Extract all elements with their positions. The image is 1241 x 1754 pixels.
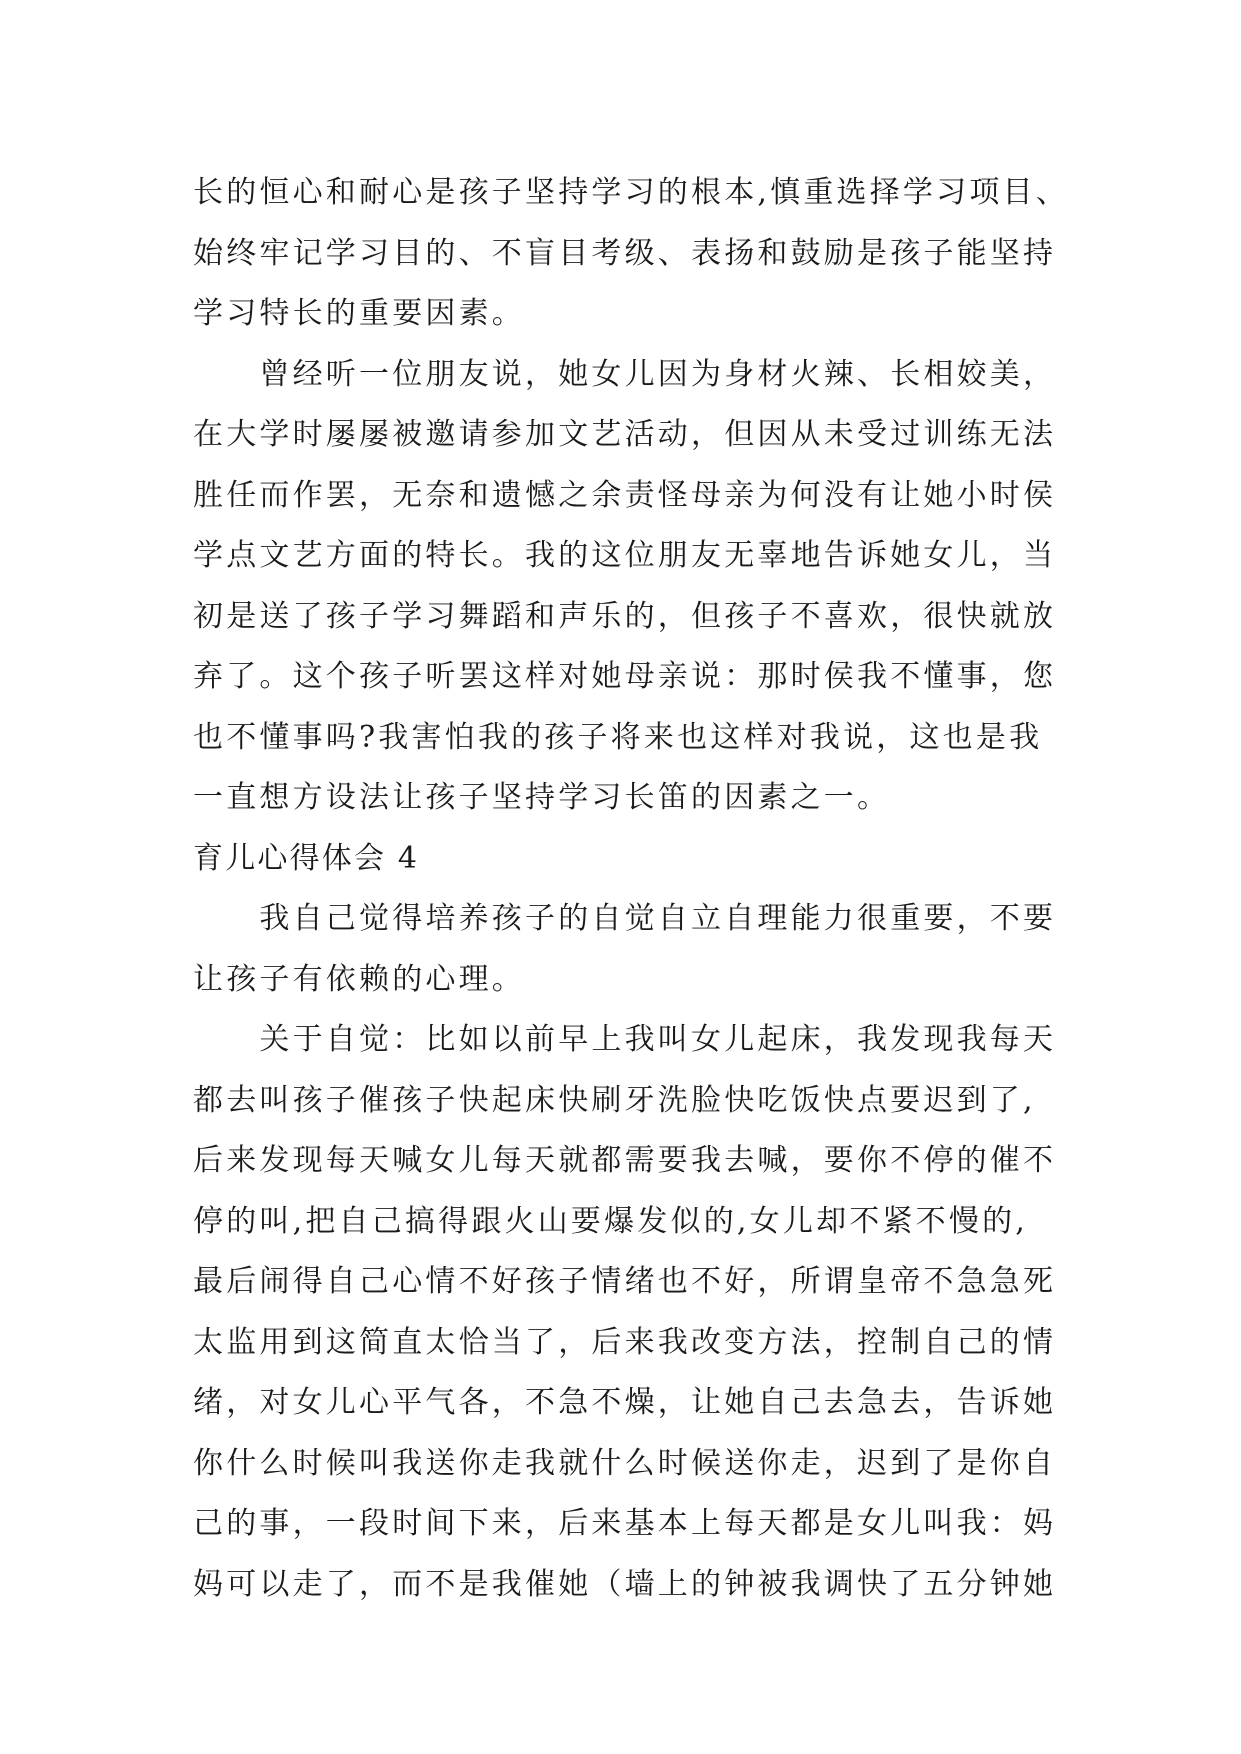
text-line: 最后闹得自己心情不好孩子情绪也不好，所谓皇帝不急急死 [193, 1264, 1057, 1299]
document-body [193, 163, 1093, 1615]
text-line: 胜任而作罢，无奈和遗憾之余责怪母亲为何没有让她小时侯 [193, 477, 1057, 513]
text-line: 也不懂事吗?我害怕我的孩子将来也这样对我说，这也是我 [193, 719, 1043, 755]
text-line: 绪，对女儿心平气各，不急不燥，让她自己去急去，告诉她 [193, 1385, 1057, 1420]
text-line: 曾经听一位朋友说，她女儿因为身材火辣、长相姣美， [193, 356, 1057, 392]
text-line: 妈可以走了，而不是我催她（墙上的钟被我调快了五分钟她 [193, 1566, 1057, 1602]
text-line: 太监用到这简直太恰当了，后来我改变方法，控制自己的情 [193, 1324, 1057, 1360]
text-line: 都去叫孩子催孩子快起床快刷牙洗脸快吃饭快点要迟到了, [193, 1082, 1036, 1118]
text-line: 己的事，一段时间下来，后来基本上每天都是女儿叫我：妈 [193, 1506, 1057, 1541]
text-line: 我自己觉得培养孩子的自觉自立自理能力很重要，不要 [193, 901, 1057, 936]
text-line: 你什么时候叫我送你走我就什么时候送你走，迟到了是你自 [193, 1445, 1057, 1481]
text-line: 停的叫,把自己搞得跟火山要爆发似的,女儿却不紧不慢的, [193, 1203, 1029, 1239]
text-line: 长的恒心和耐心是孩子坚持学习的根本,慎重选择学习项目、 [193, 175, 1069, 210]
text-line: 在大学时屡屡被邀请参加文艺活动，但因从未受过训练无法 [193, 417, 1057, 452]
text-line: 学习特长的重要因素。 [193, 296, 525, 331]
text-line: 学点文艺方面的特长。我的这位朋友无辜地告诉她女儿，当 [193, 538, 1057, 573]
text-line: 让孩子有依赖的心理。 [193, 961, 525, 997]
text-line: 弃了。这个孩子听罢这样对她母亲说：那时侯我不懂事，您 [193, 659, 1057, 694]
text-line: 始终牢记学习目的、不盲目考级、表扬和鼓励是孩子能坚持 [193, 235, 1057, 271]
text-line: 后来发现每天喊女儿每天就都需要我去喊，要你不停的催不 [193, 1143, 1057, 1178]
text-line: 一直想方设法让孩子坚持学习长笛的因素之一。 [193, 780, 891, 815]
text-line: 初是送了孩子学习舞蹈和声乐的，但孩子不喜欢，很快就放 [193, 598, 1057, 634]
text-line: 关于自觉：比如以前早上我叫女儿起床，我发现我每天 [193, 1022, 1057, 1057]
section-heading: 育儿心得体会 4 [193, 840, 420, 876]
